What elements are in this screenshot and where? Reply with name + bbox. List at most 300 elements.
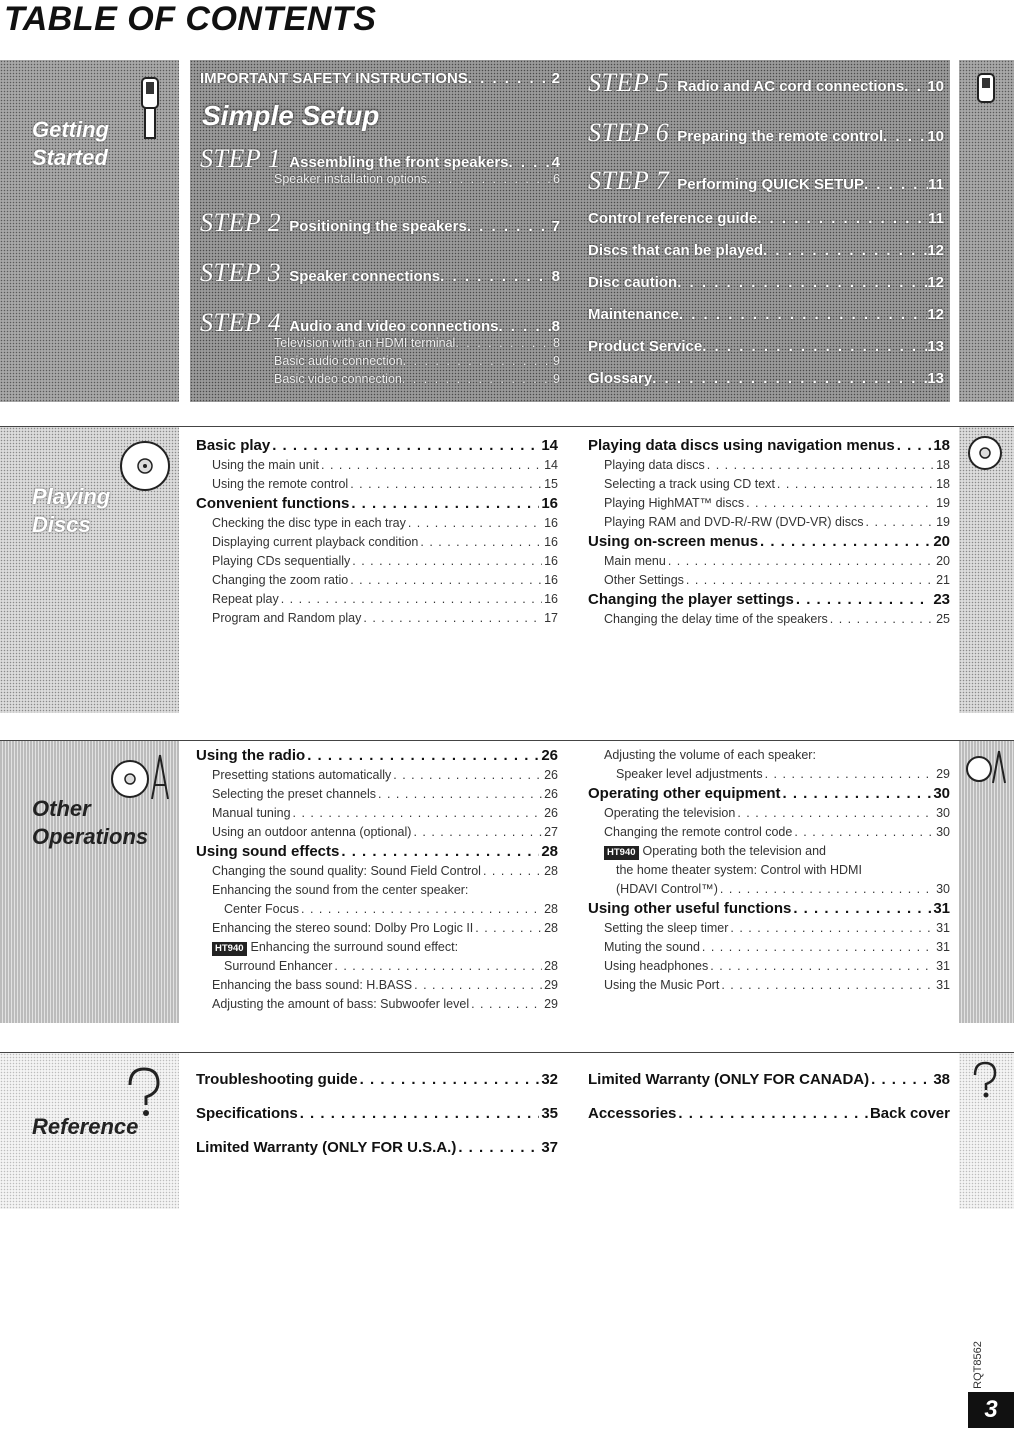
entry-page: 9 bbox=[553, 354, 560, 368]
entry-title-text: Speaker level adjustments bbox=[616, 767, 763, 781]
toc-subentry[interactable] bbox=[196, 938, 558, 957]
entry-page: 25 bbox=[936, 612, 950, 626]
section-label-playing-discs: Playing Discs bbox=[32, 484, 111, 537]
dot-leader bbox=[272, 436, 539, 456]
entry-title bbox=[604, 475, 775, 494]
toc-subentry-speaker-options[interactable] bbox=[274, 172, 560, 186]
entry-title-text: Using sound effects bbox=[196, 843, 340, 860]
entry-title bbox=[224, 900, 299, 919]
entry-page: 26 bbox=[544, 787, 558, 801]
dot-leader bbox=[652, 370, 927, 387]
dot-leader bbox=[471, 995, 542, 1014]
dot-leader bbox=[363, 609, 542, 628]
toc-heading-entry[interactable] bbox=[588, 532, 950, 552]
toc-subentry[interactable] bbox=[196, 995, 558, 1014]
entry-title bbox=[604, 456, 705, 475]
toc-subentry[interactable] bbox=[196, 766, 558, 785]
entry-page: 35 bbox=[541, 1105, 558, 1122]
dot-leader bbox=[300, 1104, 540, 1124]
entry-title-text: Setting the sleep timer bbox=[604, 921, 729, 935]
dot-leader bbox=[757, 210, 928, 227]
entry-title-text: Changing the zoom ratio bbox=[212, 573, 349, 587]
toc-entry-disc-caution[interactable] bbox=[588, 274, 944, 291]
entry-title-text: Playing data discs using navigation menus bbox=[588, 437, 895, 454]
toc-subentry[interactable] bbox=[196, 590, 558, 609]
entry-title: Audio and video connections bbox=[289, 318, 499, 335]
document-code: RQT8562 bbox=[971, 1341, 984, 1389]
entry-title-text: Using the radio bbox=[196, 747, 306, 764]
toc-subentry[interactable] bbox=[196, 514, 558, 533]
entry-title-text: Enhancing the surround sound effect: bbox=[250, 940, 459, 954]
dot-leader bbox=[483, 862, 542, 881]
entry-page: 8 bbox=[551, 268, 560, 285]
dot-leader bbox=[301, 900, 542, 919]
toc-heading-entry[interactable] bbox=[588, 1070, 950, 1090]
toc-entry-maintenance[interactable] bbox=[588, 306, 944, 323]
entry-title bbox=[212, 823, 411, 842]
entry-title: Product Service bbox=[588, 338, 703, 355]
entry-page: 16 bbox=[544, 573, 558, 587]
entry-title-text: Using the remote control bbox=[212, 477, 349, 491]
dot-leader bbox=[414, 976, 542, 995]
dot-leader bbox=[720, 880, 934, 899]
toc-entry-step-7[interactable]: STEP 7 Performing QUICK SETUP . . . 11 bbox=[588, 166, 944, 196]
dot-leader bbox=[737, 804, 934, 823]
toc-subentry[interactable] bbox=[588, 976, 950, 995]
toc-entry-step-4[interactable]: STEP 4 Audio and video connections . . . 8 bbox=[200, 308, 560, 338]
entry-title bbox=[604, 610, 828, 629]
dot-leader bbox=[746, 494, 934, 513]
toc-heading-entry[interactable] bbox=[196, 842, 558, 862]
entry-page: 6 bbox=[553, 172, 560, 186]
dot-leader bbox=[498, 318, 551, 335]
entry-title-text: Checking the disc type in each tray bbox=[212, 516, 406, 530]
entry-title-text: Operating both the television and bbox=[642, 844, 826, 858]
entry-title-text: Presetting stations automatically bbox=[212, 768, 392, 782]
toc-subentry[interactable] bbox=[196, 533, 558, 552]
entry-title-text: Adjusting the volume of each speaker: bbox=[604, 748, 816, 762]
toc-subentry[interactable] bbox=[588, 804, 950, 823]
dot-leader bbox=[351, 494, 539, 514]
entry-page: 16 bbox=[544, 592, 558, 606]
dot-leader bbox=[864, 176, 928, 193]
plug-icon bbox=[971, 72, 1001, 122]
entry-title: Speaker connections bbox=[289, 268, 441, 285]
toc-subentry[interactable] bbox=[588, 746, 950, 765]
dot-leader bbox=[871, 1070, 931, 1090]
entry-title: Positioning the speakers bbox=[289, 218, 467, 235]
question-icon bbox=[110, 1061, 174, 1121]
toc-subentry[interactable] bbox=[588, 610, 950, 629]
toc-heading-entry[interactable] bbox=[196, 746, 558, 766]
getting-started-rightbar bbox=[959, 60, 1014, 402]
dot-leader bbox=[458, 1138, 539, 1158]
dot-leader bbox=[721, 976, 934, 995]
toc-subentry[interactable] bbox=[196, 456, 558, 475]
dot-leader bbox=[702, 338, 927, 355]
toc-subentry[interactable] bbox=[588, 842, 950, 861]
toc-entry-step-1[interactable]: STEP 1 Assembling the front speakers . . . 4 bbox=[200, 144, 560, 174]
toc-heading-entry[interactable] bbox=[588, 1104, 950, 1124]
dot-leader bbox=[796, 590, 931, 610]
dot-leader bbox=[350, 475, 542, 494]
entry-title-text: Changing the remote control code bbox=[604, 825, 793, 839]
toc-subentry[interactable] bbox=[588, 456, 950, 475]
question-icon bbox=[967, 1059, 1003, 1099]
entry-page: 26 bbox=[544, 768, 558, 782]
entry-title bbox=[588, 590, 794, 610]
entry-title-text: Surround Enhancer bbox=[224, 959, 333, 973]
entry-page: 10 bbox=[927, 128, 944, 145]
entry-title-text: Using headphones bbox=[604, 959, 709, 973]
entry-title bbox=[212, 609, 361, 628]
entry-title-text: Other Settings bbox=[604, 573, 684, 587]
dot-leader bbox=[883, 128, 927, 145]
entry-page: 28 bbox=[541, 843, 558, 860]
entry-page: 31 bbox=[936, 959, 950, 973]
toc-subentry-basic-video[interactable] bbox=[274, 372, 560, 386]
dot-leader bbox=[707, 456, 934, 475]
entry-title bbox=[588, 1070, 869, 1090]
entry-title-text: Convenient functions bbox=[196, 495, 350, 512]
entry-title-text: (HDAVI Control™) bbox=[616, 882, 718, 896]
entry-title bbox=[604, 957, 708, 976]
entry-page: 11 bbox=[928, 176, 944, 193]
entry-page: 14 bbox=[541, 437, 558, 454]
entry-page: 32 bbox=[541, 1071, 558, 1088]
entry-page: 12 bbox=[927, 306, 944, 323]
toc-subentry[interactable] bbox=[196, 823, 558, 842]
dot-leader bbox=[475, 919, 542, 938]
entry-page: 28 bbox=[544, 902, 558, 916]
entry-page: 29 bbox=[936, 767, 950, 781]
entry-title bbox=[604, 919, 728, 938]
section-label-other-operations: Other Operations bbox=[32, 796, 149, 849]
toc-subentry[interactable] bbox=[196, 919, 558, 938]
entry-title bbox=[604, 494, 744, 513]
playing-discs-right-column bbox=[588, 436, 950, 629]
toc-subentry[interactable] bbox=[196, 862, 558, 881]
entry-title-text: Operating other equipment bbox=[588, 785, 781, 802]
entry-title bbox=[196, 1104, 298, 1124]
toc-heading-entry[interactable] bbox=[196, 1070, 558, 1090]
entry-title bbox=[616, 861, 862, 880]
entry-page: 17 bbox=[544, 611, 558, 625]
entry-title bbox=[604, 571, 684, 590]
entry-title bbox=[588, 436, 895, 456]
toc-subentry[interactable] bbox=[196, 785, 558, 804]
entry-title bbox=[212, 862, 481, 881]
entry-title-text: Specifications bbox=[196, 1105, 298, 1122]
entry-title bbox=[616, 880, 718, 899]
entry-title-text: the home theater system: Control with HDMI bbox=[616, 863, 862, 877]
dot-leader bbox=[321, 456, 542, 475]
toc-subentry[interactable] bbox=[588, 823, 950, 842]
toc-heading-entry[interactable] bbox=[196, 1104, 558, 1124]
entry-title-text: Repeat play bbox=[212, 592, 279, 606]
entry-page: 7 bbox=[551, 218, 560, 235]
dot-leader bbox=[378, 785, 542, 804]
entry-title bbox=[212, 919, 473, 938]
toc-subentry[interactable] bbox=[588, 919, 950, 938]
entry-page: 13 bbox=[927, 370, 944, 387]
entry-title: Basic video connection bbox=[274, 372, 402, 386]
toc-subentry[interactable] bbox=[196, 957, 558, 976]
entry-page: 26 bbox=[541, 747, 558, 764]
entry-title-text: Enhancing the stereo sound: Dolby Pro Logic II bbox=[212, 921, 474, 935]
disc-antenna-icon bbox=[108, 749, 174, 805]
entry-title-text: Playing RAM and DVD-R/-RW (DVD-VR) discs bbox=[604, 515, 864, 529]
entry-page: 18 bbox=[936, 477, 950, 491]
dot-leader bbox=[468, 70, 552, 87]
toc-entry-product-service[interactable] bbox=[588, 338, 944, 355]
entry-title: Television with an HDMI terminal bbox=[274, 336, 456, 350]
toc-subentry[interactable] bbox=[196, 609, 558, 628]
entry-page: 15 bbox=[544, 477, 558, 491]
toc-subentry-hdmi[interactable] bbox=[274, 336, 560, 350]
entry-page: 19 bbox=[936, 496, 950, 510]
entry-title: Preparing the remote control bbox=[677, 128, 884, 145]
toc-entry-glossary[interactable] bbox=[588, 370, 944, 387]
entry-title bbox=[212, 571, 348, 590]
entry-title bbox=[212, 881, 468, 900]
entry-page: 11 bbox=[928, 210, 944, 227]
entry-title bbox=[212, 533, 418, 552]
entry-page: 38 bbox=[933, 1071, 950, 1088]
reference-sidebar bbox=[0, 1053, 179, 1209]
toc-entry-discs-playable[interactable] bbox=[588, 242, 944, 259]
toc-subentry[interactable] bbox=[588, 861, 950, 880]
entry-title-text: Using on-screen menus bbox=[588, 533, 759, 550]
dot-leader bbox=[830, 610, 934, 629]
entry-title bbox=[588, 784, 781, 804]
dot-leader bbox=[783, 784, 932, 804]
entry-page: 28 bbox=[544, 864, 558, 878]
entry-title: Glossary bbox=[588, 370, 653, 387]
toc-heading-entry[interactable] bbox=[588, 899, 950, 919]
section-label-getting-started: Getting Started bbox=[32, 117, 109, 170]
dot-leader bbox=[307, 746, 539, 766]
getting-started-sidebar bbox=[0, 60, 179, 402]
entry-page: 23 bbox=[933, 591, 950, 608]
dot-leader bbox=[350, 571, 542, 590]
entry-title: Disc caution bbox=[588, 274, 678, 291]
entry-title bbox=[196, 1138, 456, 1158]
entry-page: 2 bbox=[551, 70, 560, 87]
toc-subentry[interactable] bbox=[196, 552, 558, 571]
simple-setup-heading: Simple Setup bbox=[202, 100, 380, 131]
toc-subentry[interactable] bbox=[196, 900, 558, 919]
entry-page: 14 bbox=[544, 458, 558, 472]
dot-leader bbox=[440, 268, 552, 285]
dot-leader bbox=[677, 274, 927, 291]
toc-subentry[interactable] bbox=[196, 976, 558, 995]
entry-page: Back cover bbox=[869, 1105, 950, 1122]
entry-title: IMPORTANT SAFETY INSTRUCTIONS bbox=[200, 70, 468, 87]
reference-rightbar bbox=[959, 1053, 1014, 1209]
entry-title-text: Enhancing the bass sound: H.BASS bbox=[212, 978, 413, 992]
entry-title bbox=[588, 532, 758, 552]
entry-title bbox=[212, 552, 350, 571]
entry-title bbox=[212, 514, 406, 533]
entry-page: 19 bbox=[936, 515, 950, 529]
toc-heading-entry[interactable] bbox=[588, 590, 950, 610]
dot-leader bbox=[763, 242, 927, 259]
other-operations-rightbar bbox=[959, 741, 1014, 1023]
dot-leader bbox=[678, 1104, 868, 1124]
toc-subentry[interactable] bbox=[588, 938, 950, 957]
dot-leader bbox=[794, 823, 934, 842]
entry-title-text: Changing the delay time of the speakers bbox=[604, 612, 828, 626]
toc-subentry[interactable] bbox=[588, 957, 950, 976]
entry-page: 30 bbox=[936, 825, 950, 839]
entry-page: 16 bbox=[544, 535, 558, 549]
entry-title bbox=[604, 804, 735, 823]
disc-antenna-icon bbox=[965, 747, 1007, 787]
dot-leader bbox=[281, 590, 542, 609]
entry-title bbox=[604, 513, 864, 532]
entry-page: 28 bbox=[544, 959, 558, 973]
toc-heading-entry[interactable] bbox=[196, 436, 558, 456]
page-title: TABLE OF CONTENTS bbox=[4, 0, 377, 38]
entry-title bbox=[212, 938, 458, 957]
entry-title-text: Accessories bbox=[588, 1105, 677, 1122]
entry-title bbox=[604, 976, 719, 995]
playing-discs-sidebar bbox=[0, 427, 179, 713]
toc-heading-entry[interactable] bbox=[588, 436, 950, 456]
toc-entry-step-6[interactable]: STEP 6 Preparing the remote control . . . 10 bbox=[588, 118, 944, 148]
entry-title-text: Enhancing the sound from the center speaker: bbox=[212, 883, 469, 897]
entry-title bbox=[196, 842, 339, 862]
disc-icon bbox=[118, 439, 172, 493]
entry-title: Radio and AC cord connections bbox=[677, 78, 905, 95]
entry-page: 12 bbox=[927, 274, 944, 291]
other-operations-left-column bbox=[196, 746, 558, 1014]
entry-page: 30 bbox=[936, 882, 950, 896]
reference-right-column bbox=[588, 1070, 950, 1124]
entry-page: 10 bbox=[927, 78, 944, 95]
toc-entry-control-guide[interactable] bbox=[588, 210, 944, 227]
dot-leader bbox=[455, 336, 553, 350]
toc-entry-safety[interactable] bbox=[200, 70, 560, 87]
entry-title: Control reference guide bbox=[588, 210, 758, 227]
entry-page: 8 bbox=[553, 336, 560, 350]
dot-leader bbox=[765, 765, 934, 784]
entry-page: 30 bbox=[933, 785, 950, 802]
toc-subentry[interactable] bbox=[588, 552, 950, 571]
toc-subentry[interactable] bbox=[588, 571, 950, 590]
dot-leader bbox=[686, 571, 934, 590]
entry-title bbox=[212, 995, 469, 1014]
entry-title-text: Manual tuning bbox=[212, 806, 291, 820]
entry-title: Performing QUICK SETUP bbox=[677, 176, 864, 193]
entry-page: 30 bbox=[936, 806, 950, 820]
entry-page: 9 bbox=[553, 372, 560, 386]
entry-title-text: Using the Music Port bbox=[604, 978, 720, 992]
toc-heading-entry[interactable] bbox=[196, 1138, 558, 1158]
toc-entry-step-5[interactable]: STEP 5 Radio and AC cord connections . . . 10 bbox=[588, 68, 944, 98]
dot-leader bbox=[360, 1070, 540, 1090]
entry-title-text: Using other useful functions bbox=[588, 900, 792, 917]
toc-subentry[interactable] bbox=[588, 513, 950, 532]
dot-leader bbox=[793, 899, 931, 919]
entry-page: 4 bbox=[551, 154, 560, 171]
getting-started-panel bbox=[190, 60, 950, 402]
dot-leader bbox=[467, 218, 552, 235]
entry-page: 13 bbox=[927, 338, 944, 355]
dot-leader bbox=[760, 532, 931, 552]
entry-title-text: Program and Random play bbox=[212, 611, 362, 625]
toc-subentry[interactable] bbox=[196, 571, 558, 590]
dot-leader bbox=[403, 354, 553, 368]
dot-leader bbox=[352, 552, 542, 571]
reference-left-column bbox=[196, 1070, 558, 1158]
entry-title-text: Muting the sound bbox=[604, 940, 700, 954]
dot-leader bbox=[777, 475, 934, 494]
entry-title-text: Changing the player settings bbox=[588, 591, 794, 608]
entry-title-text: Displaying current playback condition bbox=[212, 535, 419, 549]
entry-title-text: Selecting a track using CD text bbox=[604, 477, 775, 491]
entry-title-text: Troubleshooting guide bbox=[196, 1071, 358, 1088]
entry-title: Assembling the front speakers bbox=[289, 154, 509, 171]
toc-subentry[interactable] bbox=[588, 475, 950, 494]
dot-leader bbox=[334, 957, 542, 976]
entry-title bbox=[212, 785, 376, 804]
toc-heading-entry[interactable] bbox=[588, 784, 950, 804]
entry-page: 27 bbox=[544, 825, 558, 839]
entry-title bbox=[604, 938, 700, 957]
toc-entry-step-3[interactable]: STEP 3 Speaker connections . . . 8 bbox=[200, 258, 560, 288]
toc-heading-entry[interactable] bbox=[196, 494, 558, 514]
entry-title bbox=[196, 436, 270, 456]
entry-page: 16 bbox=[541, 495, 558, 512]
dot-leader bbox=[509, 154, 552, 171]
entry-title-text: Playing CDs sequentially bbox=[212, 554, 351, 568]
entry-title bbox=[588, 1104, 676, 1124]
entry-page: 21 bbox=[936, 573, 950, 587]
other-operations-right-column bbox=[588, 746, 950, 995]
entry-title-text: Basic play bbox=[196, 437, 271, 454]
toc-subentry[interactable] bbox=[196, 881, 558, 900]
dot-leader bbox=[413, 823, 542, 842]
dot-leader bbox=[402, 372, 553, 386]
entry-page: 18 bbox=[933, 437, 950, 454]
dot-leader bbox=[897, 436, 932, 456]
toc-subentry[interactable] bbox=[196, 804, 558, 823]
toc-subentry-basic-audio[interactable] bbox=[274, 354, 560, 368]
entry-title: Speaker installation options bbox=[274, 172, 427, 186]
toc-subentry[interactable] bbox=[588, 765, 950, 784]
entry-page: 31 bbox=[936, 978, 950, 992]
entry-page: 28 bbox=[544, 921, 558, 935]
entry-title bbox=[212, 475, 348, 494]
entry-title-text: Center Focus bbox=[224, 902, 300, 916]
toc-subentry[interactable] bbox=[588, 494, 950, 513]
entry-title bbox=[604, 552, 666, 571]
entry-title bbox=[212, 456, 319, 475]
page-number: 3 bbox=[968, 1392, 1014, 1428]
toc-subentry[interactable] bbox=[588, 880, 950, 899]
entry-title bbox=[212, 976, 412, 995]
entry-title-text: Adjusting the amount of bass: Subwoofer level bbox=[212, 997, 470, 1011]
toc-entry-step-2[interactable]: STEP 2 Positioning the speakers . . . 7 bbox=[200, 208, 560, 238]
entry-title bbox=[212, 590, 279, 609]
toc-subentry[interactable] bbox=[196, 475, 558, 494]
dot-leader bbox=[730, 919, 934, 938]
entry-page: 31 bbox=[933, 900, 950, 917]
entry-page: 18 bbox=[936, 458, 950, 472]
entry-page: 26 bbox=[544, 806, 558, 820]
